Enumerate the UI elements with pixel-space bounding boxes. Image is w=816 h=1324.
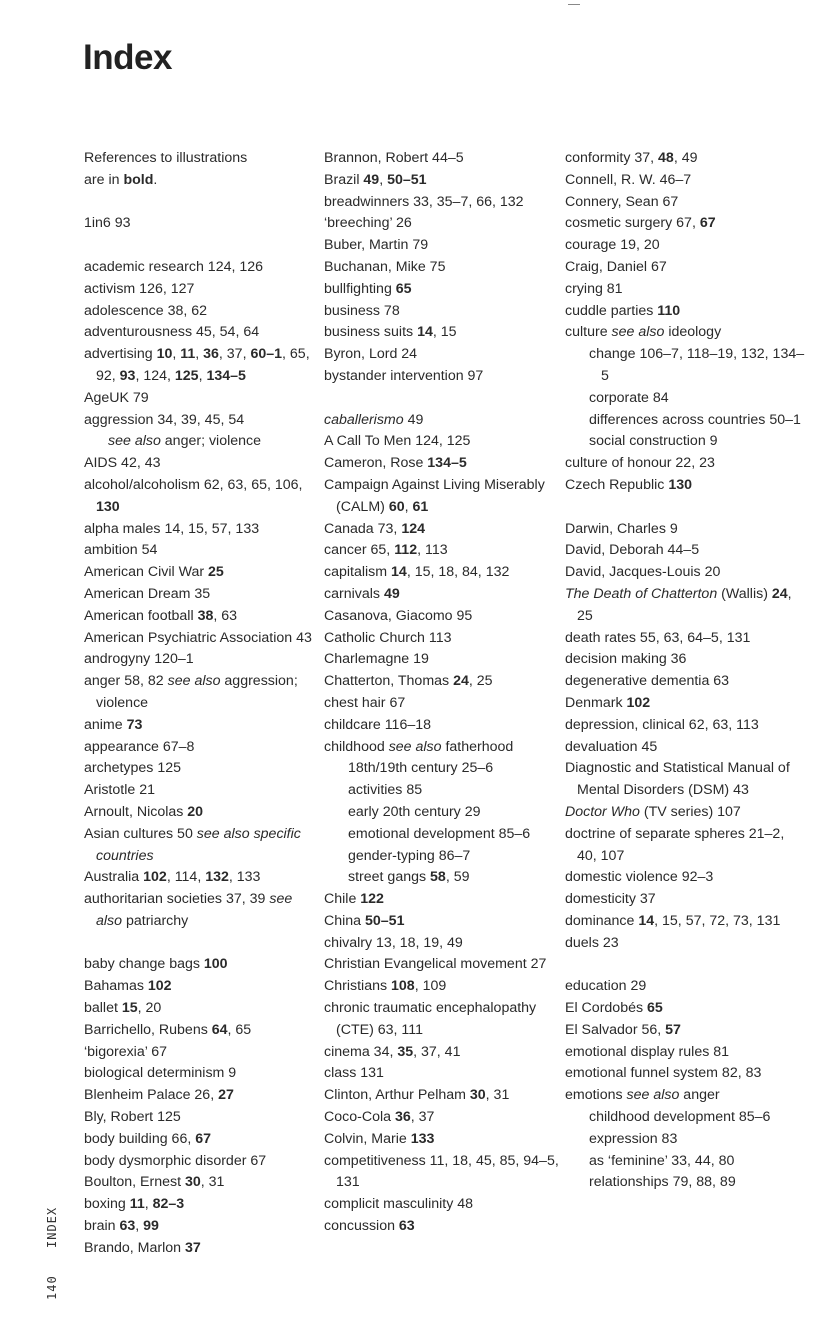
index-entry: Asian cultures 50 see also specific countries xyxy=(84,825,301,864)
index-entry: David, Jacques-Louis 20 xyxy=(565,564,721,581)
index-entry: complicit masculinity 48 xyxy=(324,1196,474,1213)
index-entry: Brannon, Robert 44–5 xyxy=(324,150,464,166)
index-entry: dominance 14, 15, 57, 72, 73, 131 xyxy=(565,912,781,929)
index-subentry: activities 85 xyxy=(348,782,423,799)
index-entry: References to illustrations xyxy=(84,150,248,166)
index-entry: chronic traumatic encephalopathy (CTE) 63, 111 xyxy=(324,1000,537,1038)
index-entry: David, Deborah 44–5 xyxy=(565,542,700,559)
page-number: 140 xyxy=(45,1275,59,1300)
index-entry: activism 126, 127 xyxy=(84,280,195,297)
index-entry: Blenheim Palace 26, 27 xyxy=(84,1087,234,1104)
index-entry: decision making 36 xyxy=(565,651,687,668)
index-entry: alpha males 14, 15, 57, 133 xyxy=(84,520,260,537)
index-entry: anime 73 xyxy=(84,716,143,733)
index-entry: Boulton, Ernest 30, 31 xyxy=(84,1174,225,1191)
index-entry: Canada 73, 124 xyxy=(324,520,425,537)
index-entry: Czech Republic 130 xyxy=(565,476,692,493)
index-entry: Connell, R. W. 46–7 xyxy=(565,171,692,188)
index-entry: alcohol/alcoholism 62, 63, 65, 106, 130 xyxy=(84,476,303,515)
index-entry: culture see also ideology xyxy=(565,324,722,341)
entry-spacer xyxy=(84,933,319,955)
index-entry: Diagnostic and Statistical Manual of Mental Disorders (DSM) 43 xyxy=(565,760,790,799)
index-entry: Brando, Marlon 37 xyxy=(84,1239,201,1256)
index-entry: domestic violence 92–3 xyxy=(565,869,714,886)
index-entry: concussion 63 xyxy=(324,1218,415,1235)
index-entry: Coco-Cola 36, 37 xyxy=(324,1109,435,1126)
index-entry: capitalism 14, 15, 18, 84, 132 xyxy=(324,564,510,581)
index-subentry: change 106–7, 118–19, 132, 134–5 xyxy=(589,346,805,384)
index-subentry: childhood development 85–6 xyxy=(589,1109,771,1126)
index-entry: caballerismo 49 xyxy=(324,411,424,428)
index-entry: degenerative dementia 63 xyxy=(565,673,730,690)
index-entry: bystander intervention 97 xyxy=(324,367,484,384)
index-column-1 xyxy=(84,148,319,1260)
index-entry: doctrine of separate spheres 21–2, 40, 107 xyxy=(565,825,785,864)
index-entry: El Cordobés 65 xyxy=(565,1000,663,1017)
entry-spacer xyxy=(565,954,805,976)
index-entry: body building 66, 67 xyxy=(84,1130,212,1147)
index-entry: crying 81 xyxy=(565,280,623,297)
index-entry: cosmetic surgery 67, 67 xyxy=(565,215,716,232)
index-entry: Bly, Robert 125 xyxy=(84,1109,181,1126)
index-subentry: see also anger; violence xyxy=(108,433,262,450)
index-entry: Darwin, Charles 9 xyxy=(565,520,678,537)
index-entry: Casanova, Giacomo 95 xyxy=(324,607,473,624)
index-subentry: relationships 79, 88, 89 xyxy=(589,1174,736,1191)
index-entry: Brazil 49, 50–51 xyxy=(324,171,427,188)
index-entry: Craig, Daniel 67 xyxy=(565,258,667,275)
index-entry: culture of honour 22, 23 xyxy=(565,455,715,472)
index-entry: 1in6 93 xyxy=(84,215,131,232)
index-entry: appearance 67–8 xyxy=(84,738,195,755)
index-entry: authoritarian societies 37, 39 see also patriarchy xyxy=(84,891,293,929)
index-entry: Colvin, Marie 133 xyxy=(324,1130,435,1147)
index-entry: childcare 116–18 xyxy=(324,716,432,733)
index-entry: devaluation 45 xyxy=(565,738,658,755)
index-entry: AgeUK 79 xyxy=(84,389,149,406)
index-entry: childhood see also fatherhood xyxy=(324,738,514,755)
index-entry: aggression 34, 39, 45, 54 xyxy=(84,411,245,428)
index-entry: ballet 15, 20 xyxy=(84,1000,162,1017)
index-entry: depression, clinical 62, 63, 113 xyxy=(565,716,759,733)
index-entry: cancer 65, 112, 113 xyxy=(324,542,448,559)
index-entry: anger 58, 82 see also aggression; violence xyxy=(84,673,298,711)
index-entry: Byron, Lord 24 xyxy=(324,346,418,363)
index-subentry: expression 83 xyxy=(589,1130,678,1147)
index-entry: Chatterton, Thomas 24, 25 xyxy=(324,673,493,690)
entry-spacer xyxy=(565,497,805,519)
index-entry: chest hair 67 xyxy=(324,694,406,711)
index-subentry: early 20th century 29 xyxy=(348,803,481,820)
index-entry: Aristotle 21 xyxy=(84,782,155,799)
index-entry: academic research 124, 126 xyxy=(84,258,264,275)
index-entry: Bahamas 102 xyxy=(84,978,172,995)
index-entry: bullfighting 65 xyxy=(324,280,412,297)
index-entry: business suits 14, 15 xyxy=(324,324,457,341)
index-entry: Doctor Who (TV series) 107 xyxy=(565,803,741,820)
index-entry: ‘bigorexia’ 67 xyxy=(84,1043,168,1060)
index-entry: A Call To Men 124, 125 xyxy=(324,433,471,450)
index-entry: emotional funnel system 82, 83 xyxy=(565,1065,762,1082)
index-entry: Catholic Church 113 xyxy=(324,629,452,646)
index-entry: death rates 55, 63, 64–5, 131 xyxy=(565,629,751,646)
index-entry: domesticity 37 xyxy=(565,891,656,908)
index-entry: archetypes 125 xyxy=(84,760,182,777)
index-entry: Christians 108, 109 xyxy=(324,978,447,995)
index-entry: Christian Evangelical movement 27 xyxy=(324,956,547,973)
index-entry: brain 63, 99 xyxy=(84,1218,159,1235)
index-subentry: street gangs 58, 59 xyxy=(348,869,470,886)
index-entry: ambition 54 xyxy=(84,542,158,559)
index-entry: biological determinism 9 xyxy=(84,1065,237,1082)
index-entry: business 78 xyxy=(324,302,400,319)
index-entry: Denmark 102 xyxy=(565,694,651,711)
index-entry: American Civil War 25 xyxy=(84,564,224,581)
index-subentry: differences across countries 50–1 xyxy=(589,411,801,428)
index-entry: El Salvador 56, 57 xyxy=(565,1021,681,1038)
index-entry: competitiveness 11, 18, 45, 85, 94–5, 131 xyxy=(324,1152,559,1191)
entry-spacer xyxy=(324,388,559,410)
index-entry: conformity 37, 48, 49 xyxy=(565,150,698,166)
index-entry: Cameron, Rose 134–5 xyxy=(324,455,467,472)
entry-spacer xyxy=(84,192,319,214)
index-entry: education 29 xyxy=(565,978,647,995)
index-column-3 xyxy=(565,148,805,1194)
index-entry: boxing 11, 82–3 xyxy=(84,1196,185,1213)
index-entry: Charlemagne 19 xyxy=(324,651,429,668)
index-entry: China 50–51 xyxy=(324,912,405,929)
index-subentry: 18th/19th century 25–6 xyxy=(348,760,494,777)
index-subentry: corporate 84 xyxy=(589,389,669,406)
index-entry: emotions see also anger xyxy=(565,1087,720,1104)
index-column-2 xyxy=(324,148,559,1238)
index-entry: body dysmorphic disorder 67 xyxy=(84,1152,267,1169)
index-entry: ‘breeching’ 26 xyxy=(324,215,412,232)
index-entry: Chile 122 xyxy=(324,891,384,908)
index-entry: Arnoult, Nicolas 20 xyxy=(84,803,204,820)
index-entry: cinema 34, 35, 37, 41 xyxy=(324,1043,461,1060)
index-entry: chivalry 13, 18, 19, 49 xyxy=(324,934,463,951)
index-entry: American Dream 35 xyxy=(84,585,211,602)
index-entry: Barrichello, Rubens 64, 65 xyxy=(84,1021,252,1038)
section-label: INDEX xyxy=(45,1206,59,1248)
index-entry: are in bold. xyxy=(84,171,158,188)
page-corner-mark xyxy=(568,0,580,5)
index-entry: Clinton, Arthur Pelham 30, 31 xyxy=(324,1087,510,1104)
index-entry: Buchanan, Mike 75 xyxy=(324,258,446,275)
index-entry: class 131 xyxy=(324,1065,384,1082)
index-entry: Campaign Against Living Miserably (CALM) 60, 61 xyxy=(324,476,545,515)
index-subentry: gender-typing 86–7 xyxy=(348,847,471,864)
index-entry: duels 23 xyxy=(565,934,619,951)
index-entry: Australia 102, 114, 132, 133 xyxy=(84,869,261,886)
index-entry: emotional display rules 81 xyxy=(565,1043,730,1060)
page-title: Index xyxy=(83,38,172,77)
index-entry: baby change bags 100 xyxy=(84,956,228,973)
index-subentry: as ‘feminine’ 33, 44, 80 xyxy=(589,1152,735,1169)
index-entry: cuddle parties 110 xyxy=(565,302,681,319)
index-entry: adolescence 38, 62 xyxy=(84,302,208,319)
index-entry: American football 38, 63 xyxy=(84,607,238,624)
index-entry: The Death of Chatterton (Wallis) 24, 25 xyxy=(565,585,792,624)
index-subentry: social construction 9 xyxy=(589,433,718,450)
index-entry: AIDS 42, 43 xyxy=(84,455,161,472)
index-entry: Connery, Sean 67 xyxy=(565,193,679,210)
index-entry: carnivals 49 xyxy=(324,585,400,602)
index-entry: Buber, Martin 79 xyxy=(324,237,429,254)
index-entry: adventurousness 45, 54, 64 xyxy=(84,324,260,341)
index-subentry: emotional development 85–6 xyxy=(348,825,531,842)
index-entry: breadwinners 33, 35–7, 66, 132 xyxy=(324,193,524,210)
entry-spacer xyxy=(84,235,319,257)
index-entry: advertising 10, 11, 36, 37, 60–1, 65, 92, 93, 124, 125, 134–5 xyxy=(84,346,310,384)
index-entry: courage 19, 20 xyxy=(565,237,660,254)
index-entry: androgyny 120–1 xyxy=(84,651,194,668)
index-entry: American Psychiatric Association 43 xyxy=(84,629,312,646)
